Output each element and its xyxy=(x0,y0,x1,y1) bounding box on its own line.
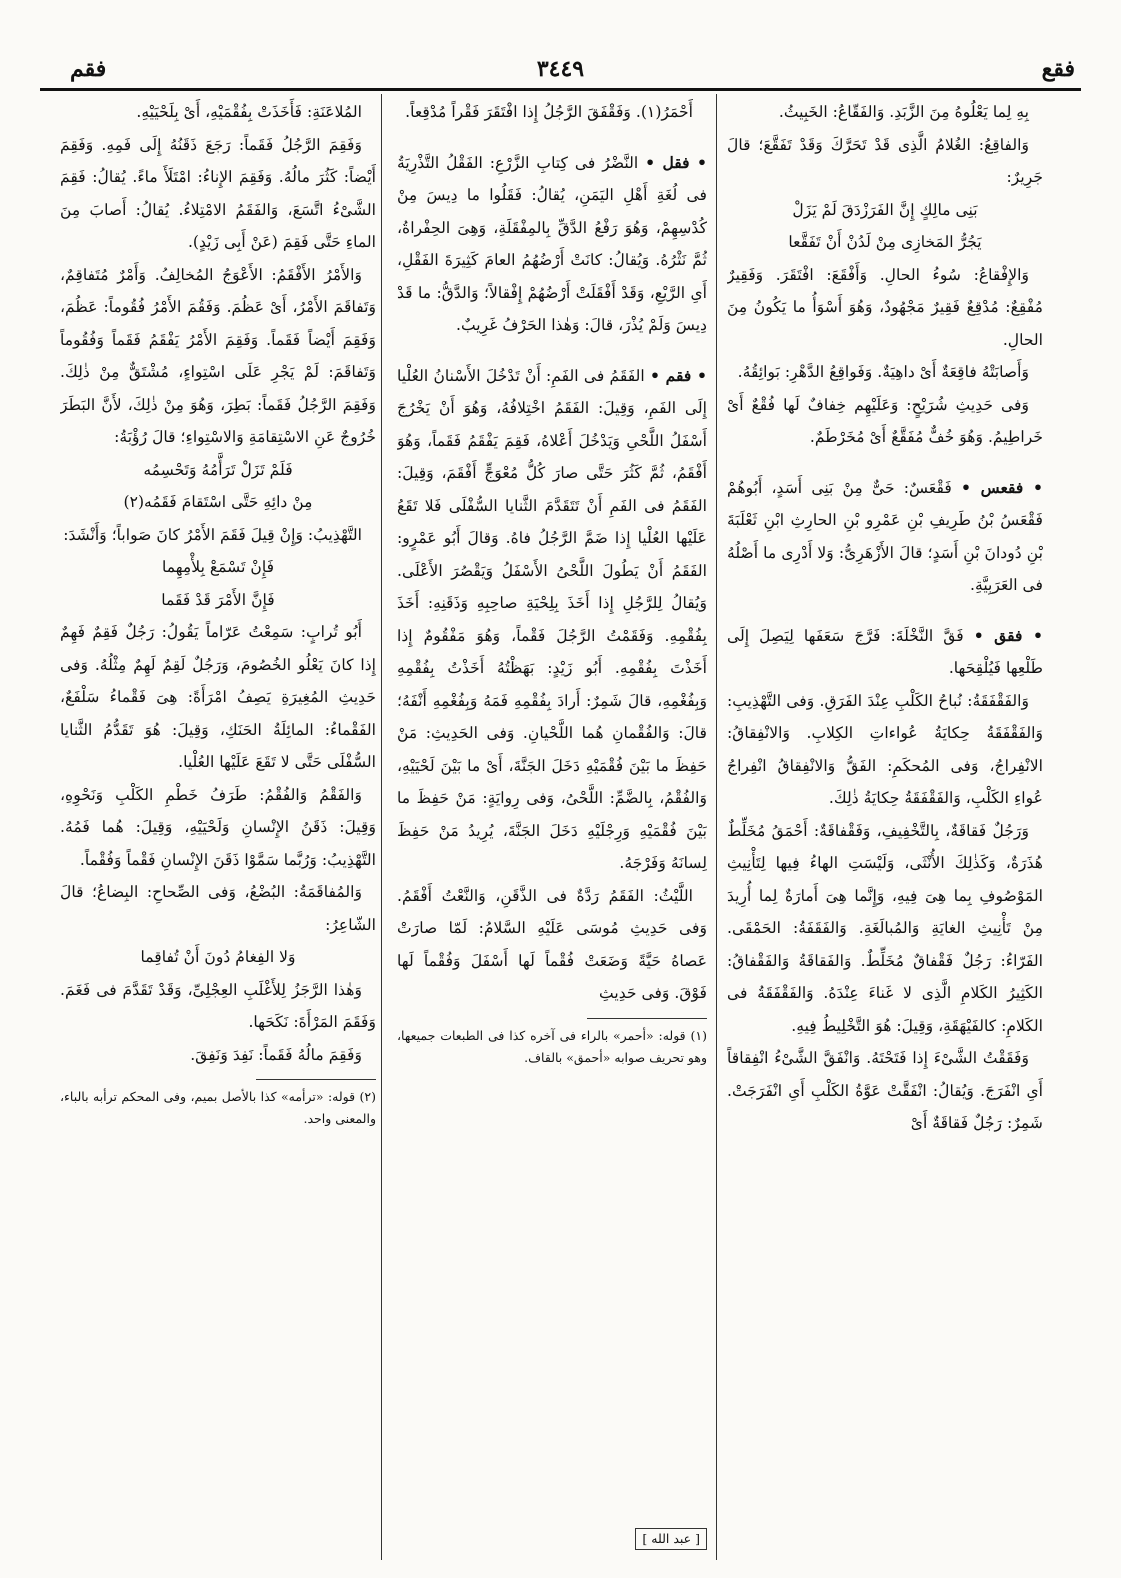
paragraph: وَفى حَدِيثِ شُرَيْحٍ: وَعَلَيْهِم خِفافٌ لَها فُقْعٌ أَىْ خَراطِيمُ. وَهُوَ خُفٌّ مُفَقَّعٌ أَىْ مُخَرْطَمٌ. xyxy=(727,395,1043,446)
page-number: ٣٤٤٩ xyxy=(536,56,585,82)
paragraph: وَفَقَقْتُ الشَّىْءَ إِذا فَتَحْتَهُ. وَانْفَقَّ الشَّىْءُ انْفِقاقاً أَىِ انْفَرَجَ. وَيُقالُ: انْفَقَّتْ عَوَّةُ الكَلْبِ أَىِ انْفَرَجَتْ. شَمِرٌ: رَجُلٌ فَقاقَةٌ أَىْ xyxy=(727,1049,1043,1132)
entry-text: فَقْعَسٌ: حَىٌّ مِنْ بَنِى أَسَدٍ، أَبُوهُمْ فَقْعَسُ بْنُ طَرِيفِ بْنِ عَمْرِو بْنِ الحارِثِ ابْنِ ثَعْلَبَةَ بْنِ دُودانَ بْنِ أَسَدٍ؛ قالَ الأَزْهَرِىُّ: وَلا أَدْرِى ما أَصْلُهُ فى العَرَبِيَّةِ. xyxy=(727,478,1043,594)
signature-box xyxy=(397,1528,707,1550)
footnote: (١) قوله: «أحمر» بالراء فى آخره كذا فى الطبعات جميعها، وهو تحريف صوابه «أحمق» بالقاف. xyxy=(397,1027,707,1065)
entry-text: النَّضْرُ فى كِتابِ الزَّرْعِ: الفَقْلُ التَّذْرِيَةُ فى لُغَةِ أَهْلِ اليَمَنِ، يُقالُ: فَقَلُوا ما دِيسَ مِنْ كُدْسِهِمْ، وَهُوَ رَفْعُ الدَّقِّ بِالمِفْقَلَةِ، وَهِىَ الحِفْراةُ، ثُمَّ نَثْرُهُ. وَيُقالُ: كانَتْ أَرْضُهُمُ العامَ كَثِيرَةَ الفَقْلِ، أَىِ الرَّيْعِ، وَقَدْ أَفْقَلَتْ أَرْضُهُمْ إِفْقالاً؛ وَالدَّقُّ: ما قَدْ دِيسَ وَلَمْ يُذْرَ، قالَ: وَهٰذا الحَرْفُ غَرِيبٌ. xyxy=(397,153,707,334)
running-head-right: فقع xyxy=(1041,56,1075,82)
running-head-left: فقم xyxy=(70,56,107,82)
paragraph: وَالفَقْفَقَةُ: نُباحُ الكَلْبِ عِنْدَ الفَرَقِ. وَفى التَّهْذِيبِ: وَالفَقْفَقَةُ حِكايَةُ عُواءاتِ الكِلابِ. وَالانْفِقاقُ: الانْفِراجُ، وَفى المُحكَمِ: الفَقُّ وَالانْفِقاقُ انْفِراجُ عُواءِ الكَلْبِ، وَالفَقْفَقَةُ حِكايَةُ ذٰلِكَ. xyxy=(727,691,1043,807)
verse-line: مِنْ دائِهِ حَتَّى اسْتَقامَ فَقَمُه(٢) xyxy=(123,493,313,511)
verse-line: فَإِنَّ الأَمْرَ قَدْ فَقَما xyxy=(161,590,275,609)
paragraph: وَالفاقِعُ: الغُلامُ الَّذِى قَدْ تَحَرَّكَ وَقَدْ تَفَقَّعَ؛ قالَ جَرِيرٌ: xyxy=(727,135,1043,186)
entry-text: فَقَّ النَّخْلَةَ: فَرَّجَ سَعَفَها لِيَصِلَ إِلَى طَلْعِها فَيُلْقِحَها. xyxy=(727,626,1043,677)
footnote-separator xyxy=(256,1079,376,1080)
column-middle xyxy=(397,96,707,1526)
dictionary-entry xyxy=(397,360,707,880)
dictionary-entry xyxy=(727,620,1043,685)
paragraph: اللَّيْثُ: الفَقَمُ رَدَّةٌ فى الذَّقَنِ، وَالنَّعْتُ أَفْقَمُ. وَفى حَدِيثِ مُوسَى عَلَيْهِ السَّلامُ: لَمّا صارَتْ عَصاهُ حَيَّةً وَضَعَتْ فُقْماً لَها أَسْفَلَ وَفُقْماً لَها فَوْقَ. وَفى حَدِيثِ xyxy=(397,886,707,1002)
dictionary-entry xyxy=(727,472,1043,602)
entry-headword: • فقعس • xyxy=(960,477,1043,497)
footnote-separator xyxy=(587,1018,707,1019)
column-left xyxy=(60,96,376,1526)
header-rule xyxy=(40,88,1081,91)
paragraph: وَالأَمْرُ الأَفْقَمُ: الأَعْوَجُ المُخالِفُ. وَأَمْرٌ مُتَفاقِمٌ، وَتَفاقَمَ الأَمْرُ، أَىْ عَظُمَ. وَفَقُمَ الأَمْرُ فُقُوماً: عَظُمَ، وَفَقِمَ أَيْضاً فَقَماً. وَفَقِمَ الأَمْرُ يَفْقَمُ فَقَماً وَفُقُوماً وَتَفاقَمَ: لَمْ يَجْرِ عَلَى اسْتِواءٍ، مُشْتَقٌّ مِنْ ذٰلِكَ. وَفَقِمَ الرَّجُلُ فَقَماً: بَطِرَ، وَهُوَ مِنْ ذٰلِكَ، لأَنَّ البَطَرَ خُرُوجٌ عَنِ الاسْتِقامَةِ وَالاسْتِواءِ؛ قالَ رُؤْبَةُ: xyxy=(60,265,376,446)
entry-headword: • فقل • xyxy=(645,152,707,172)
verse-line: فَلَمْ تَزَلْ تَرَأَّمُهُ وَتَحْسِمُه xyxy=(143,460,293,479)
verse-line: وَلا الفِغامُ دُونَ أَنْ تُفاقِما xyxy=(140,948,296,966)
entry-headword: • فقق • xyxy=(973,625,1043,645)
paragraph: وَالإِفْقاعُ: سُوءُ الحالِ. وَأَفْقَعَ: افْتَقَرَ. وَفَقِيرٌ مُفْقِعٌ: مُدْقِعٌ فَقِيرٌ مَجْهُودٌ، وَهُوَ أَسْوَأُ ما يَكُونُ مِنَ الحالِ. xyxy=(727,265,1043,349)
verse-line: فَإِنْ تَسْمَعْ بِلأْمِهِما xyxy=(161,558,275,576)
footnote: (٢) قوله: «ترأمه» كذا بالأصل بميم، وفى المحكم ترأبه بالباء، والمعنى واحد. xyxy=(60,1089,376,1126)
column-divider xyxy=(716,94,717,1560)
paragraph: بِهِ لِما يَعْلُوهُ مِنَ الزَّبَدِ. وَالفَقّاعُ: الخَبِيثُ. xyxy=(778,103,1029,121)
verse-line: بَنِى مالِكٍ إِنَّ الفَرَزْدَقَ لَمْ يَزَلْ xyxy=(792,200,978,219)
paragraph: وَالمُفاقَمَةُ: البُضْعُ، وَفى الصِّحاحِ: البِضاعُ؛ قالَ الشّاعِرُ: xyxy=(60,883,376,934)
dictionary-entry xyxy=(397,147,707,342)
verse-line: يَجُرُّ المَخازِى مِنْ لَدُنْ أَنْ تَفَقَّعا xyxy=(788,233,982,251)
paragraph: أَحْمَرُ(١). وَفَقْفَقَ الرَّجُلُ إِذا افْتَقَرَ فَقْراً مُدْقِعاً. xyxy=(405,103,693,121)
paragraph: وَهٰذا الرَّجَزُ لِلأَغْلَبِ العِجْلِىِّ، وَقَدْ تَقَدَّمَ فى فَغَمَ. وَفَقَمَ المَرْأَةَ: نَكَحَها. xyxy=(60,980,376,1031)
paragraph: وَأَصابَتْهُ فاقِعَةٌ أَىْ داهِيَةٌ. وَفَواقِعُ الدَّهْرِ: بَوائِقُهُ. xyxy=(737,363,1029,381)
paragraph: وَفَقِمَ الرَّجُلُ فَقَماً: رَجَعَ ذَقَنُهُ إِلَى فَمِهِ. وَفَقِمَ أَيْضاً: كَثُرَ مالُهُ. وَفَقِمَ الإِناءُ: امْتَلَأَ ماءً. يُقالُ: فَقِمَ الشَّىْءُ اتَّسَعَ، وَالفَقَمُ الامْتِلاءُ. يُقالُ: أَصابَ مِنَ الماءِ حَتَّى فَقِمَ (عَنْ أَبِى زَيْدٍ). xyxy=(60,135,376,251)
entry-headword: • فقم • xyxy=(649,365,707,385)
column-divider xyxy=(381,94,382,1560)
editor-signature: [ عبد الله ] xyxy=(635,1528,707,1550)
column-right xyxy=(727,96,1043,1526)
paragraph: وَالفَقْمُ وَالفُقْمُ: طَرَفُ خَطْمِ الكَلْبِ وَنَحْوِهِ، وَقِيلَ: ذَقَنُ الإِنْسانِ وَلَحْيَيْهِ، وَقِيلَ: هُما فَمُهُ. التَّهْذِيبُ: وَرُبَّما سَمَّوْا ذَقَنَ الإِنْسانِ فَقْماً وَفُقْماً. xyxy=(60,785,376,869)
paragraph: وَفَقِمَ مالُهُ فَقَماً: نَفِدَ وَنَفِقَ. xyxy=(190,1045,362,1064)
paragraph: التَّهْذِيبُ: وَإِنْ قِيلَ فَقَمَ الأَمْرُ كانَ صَواباً؛ وَأَنْشَدَ: xyxy=(63,525,362,544)
paragraph: أَبُو تُرابٍ: سَمِعْتُ عَرّاماً يَقُولُ: رَجُلٌ فَقِمٌ فَهِمٌ إِذا كانَ يَعْلُو الخُصُومَ، وَرَجُلٌ لَقِمٌ لَهِمٌ مِثْلُهُ. وَفى حَدِيثِ المُغِيرَةِ يَصِفُ امْرَأَةً: هِىَ فَقْماءُ سَلْفَعٌ، الفَقْماءُ: المائِلَةُ الحَنَكِ، وَقِيلَ: هُوَ تَقَدُّمُ الثَّنايا السُّفْلَى حَتَّى لا تَقَعَ عَلَيْها العُلْيا. xyxy=(60,623,376,771)
entry-text: الفَقَمُ فى الفَمِ: أَنْ تَدْخُلَ الأَسْنانُ العُلْيا إِلَى الفَمِ، وَقِيلَ: الفَقَمُ اخْتِلافُهُ، وَهُوَ أَنْ يَخْرُجَ أَسْفَلُ اللَّحْىِ وَيَدْخُلَ أَعْلاهُ، فَقِمَ يَفْقَمُ فَقَماً، وَهُوَ أَفْقَمُ، ثُمَّ كَثُرَ حَتَّى صارَ كُلُّ مُعْوَجٍّ أَفْقَمَ، وَقِيلَ: الفَقَمُ فى الفَمِ أَنْ تَتَقَدَّمَ الثَّنايا السُّفْلَى فَلا تَقَعُ عَلَيْها العُلْيا إِذا ضَمَّ الرَّجُلُ فاهُ. وَقالَ أَبُو عَمْرٍو: الفَقَمُ أَنْ يَطُولَ اللَّحْىُ الأَسْفَلُ وَيَقْصُرَ الأَعْلَى. وَيُقالُ لِلرَّجُلِ إِذا أَخَذَ بِلِحْيَةِ صاحِبِهِ وَذَقَنِهِ: أَخَذَ بِفُقْمِهِ. وَفَقَمْتُ الرَّجُلَ فَقْماً، وَهُوَ مَفْقُومٌ إِذا أَخَذْتَ بِفُقْمِهِ. أَبُو زَيْدٍ: بَهَظْتُهُ أَخَذْتُ بِفُقْمِهِ وَبِفُغْمِهِ، قالَ شَمِرٌ: أَرادَ بِفُقْمِهِ فَمَهُ وَبِفُغْمِهِ أَنْفَهُ؛ قالَ: وَالفُقْمانِ هُما اللَّحْيانِ. وَفى الحَدِيثِ: مَنْ حَفِظَ ما بَيْنَ فُقْمَيْهِ دَخَلَ الجَنَّةَ، أَىْ ما بَيْنَ لَحْيَيْهِ، وَالفُقْمُ، بِالضَّمِّ: اللَّحْىُ، وَفى رِوايَةٍ: مَنْ حَفِظَ ما بَيْنَ فُقْمَيْهِ وَرِجْلَيْهِ دَخَلَ الجَنَّةَ، يُرِيدُ مَنْ حَفِظَ لِسانَهُ وَفَرْجَهُ. xyxy=(397,366,707,872)
paragraph: المُلاعَنَةِ: فَأَخَذَتْ بِفُقْمَيْهِ، أَىْ بِلَحْيَيْهِ. xyxy=(136,103,362,121)
paragraph: وَرَجُلٌ فَقاقَةٌ، بِالتَّخْفِيفِ، وَفَقْفاقَةٌ: أَحْمَقُ مُخَلِّطٌ هُذَرَةٌ، وَكَذٰلِكَ الأُنْثَى، وَلَيْسَتِ الهاءُ فِيها لِتَأْنِيثِ المَوْصُوفِ بِما هِىَ فِيهِ، وَإِنَّما هِىَ أَمارَةٌ لِما أُرِيدَ مِنْ تَأْنِيثِ الغايَةِ وَالمُبالَغَةِ. وَالفَقَفَةُ: الحَمْقَى. الفَرّاءُ: رَجُلٌ فَقْفاقٌ مُخَلِّطٌ. وَالفَقاقَةُ وَالفَقْفاقُ: الكَثِيرُ الكَلامِ الَّذِى لا غَناءَ عِنْدَهُ. وَالفَقْفَقَةُ فى الكَلامِ: كالفَيْهَقَةِ، وَقِيلَ: هُوَ التَّخْلِيطُ فِيهِ. xyxy=(727,821,1043,1035)
page-header xyxy=(40,52,1081,92)
